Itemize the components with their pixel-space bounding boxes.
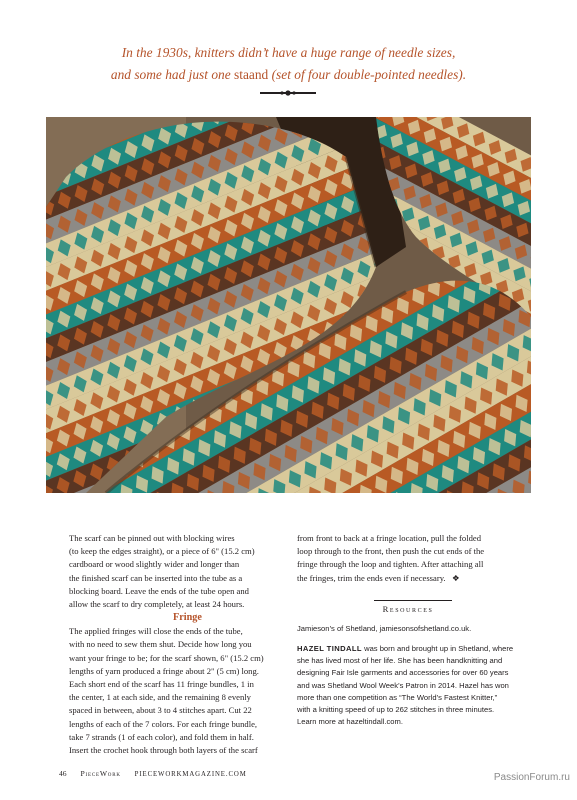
text-line: with no need to sew them shut. Decide how long you xyxy=(69,639,252,650)
resources-heading-text: Resources xyxy=(382,604,434,614)
text-line-last xyxy=(297,572,519,585)
text-line: loop through to the front, then push the cut ends of the xyxy=(297,546,485,557)
text-line: from front to back at a fringe location, pull the folded xyxy=(297,533,481,543)
text-line: allow the scarf to dry completely, at least 24 hours. xyxy=(69,599,245,610)
pull-quote-line-2 xyxy=(60,64,517,86)
text-line: blocking board. Leave the ends of the tube open and xyxy=(69,585,249,596)
text-line: cardboard or wood slightly wider and longer than xyxy=(69,559,240,570)
pull-quote-term: staand xyxy=(234,67,269,82)
text-line: lengths of each of the 7 colors. For each fringe bundle, xyxy=(69,718,258,729)
author-name: HAZEL TINDALL xyxy=(297,644,362,653)
bio-line xyxy=(297,643,529,655)
bio-line: she has lived most of her life. She has been handknitting and xyxy=(297,656,503,666)
resources-line: Jamieson’s of Shetland, jamiesonsofshetland.co.uk. xyxy=(297,624,472,633)
resources-heading xyxy=(297,604,519,614)
magazine-url: PIECEWORKMAGAZINE.COM xyxy=(134,771,247,778)
magazine-name: PieceWork xyxy=(80,769,121,778)
text-line: (to keep the edges straight), or a piece of 6" (15.2 cm) xyxy=(69,546,255,557)
watermark: PassionForum.ru xyxy=(493,772,570,783)
paragraph-blocking xyxy=(59,532,281,611)
text-line: fringe through the loop and tighten. After attaching all xyxy=(297,559,484,570)
pull-quote-line-2c: (set of four double-pointed needles). xyxy=(268,67,467,82)
fair-isle-scarf-photo xyxy=(46,117,531,493)
bio-line: more than one competition as “The World’s Fastest Knitter,” xyxy=(297,692,498,702)
text-line: spaced in between, about 3 to 4 stitches apart. Cut 22 xyxy=(69,705,252,716)
ornament-divider xyxy=(260,90,316,96)
bio-line: Learn more at hazeltindall.com. xyxy=(297,717,403,727)
text-line: The applied fringes will close the ends of the tube, xyxy=(69,626,243,637)
text-line: Insert the crochet hook through both layers of the scarf xyxy=(69,745,258,756)
text-line: Each short end of the scarf has 11 fringe bundles, 1 in xyxy=(69,679,254,690)
pull-quote-line-2a: and some had just one xyxy=(110,67,235,82)
resources-rule xyxy=(374,600,452,601)
subheading-fringe: Fringe xyxy=(173,612,202,624)
text-line: The scarf can be pinned out with blocking wires xyxy=(69,533,235,543)
page-number: 46 xyxy=(59,769,67,778)
text-line: the finished scarf can be inserted into the tube as a xyxy=(69,572,243,583)
pull-quote xyxy=(60,42,517,86)
text-line: take 7 strands (1 of each color), and fold them in half. xyxy=(69,731,254,742)
text-line: lengths of yarn produced a fringe about 2" (5 cm) long. xyxy=(69,665,259,676)
bio-line: with a knitting speed of up to 262 stitches in three minutes. xyxy=(297,705,495,715)
text-line: want your fringe to be; for the scarf shown, 6" (15.2 cm) xyxy=(69,652,264,663)
page-folio xyxy=(59,769,247,778)
author-bio xyxy=(297,643,529,728)
body-column-right xyxy=(297,532,519,585)
bio-line: designing Fair Isle garments and accessories for over 60 years xyxy=(297,668,509,678)
body-column-left xyxy=(59,532,281,757)
text-line: the center, 1 at each side, and the remaining 8 evenly xyxy=(69,692,251,703)
end-mark-icon: ❖ xyxy=(452,572,460,583)
text-line: the fringes, trim the ends even if necessary. xyxy=(297,572,446,583)
scarf-illustration xyxy=(46,117,531,493)
paragraph-fringe xyxy=(59,625,281,757)
bio-line-rest: was born and brought up in Shetland, where xyxy=(361,644,514,653)
pull-quote-line-1: In the 1930s, knitters didn’t have a huge range of needle sizes, xyxy=(121,45,456,60)
bio-line: and was Shetland Wool Week’s Patron in 2014. Hazel has won xyxy=(297,680,509,690)
